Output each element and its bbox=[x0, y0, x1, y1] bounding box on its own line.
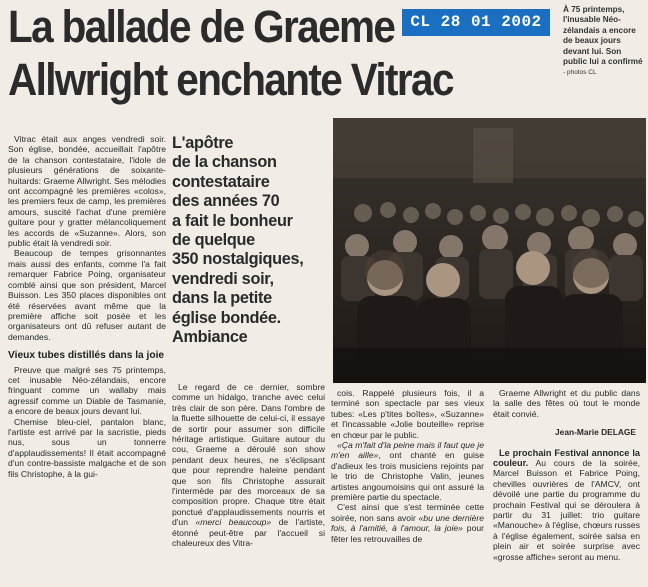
intro-line: a fait le bonheur bbox=[172, 211, 293, 230]
col2-quote: «merci beaucoup» bbox=[195, 517, 272, 528]
col3-quote-2: «bu une dernière fois, à l'amitié, à l'amour, la joie» bbox=[331, 512, 485, 534]
intro-line: de la chanson bbox=[172, 153, 277, 172]
intro-line: contestataire bbox=[172, 172, 270, 191]
article-column-3 bbox=[331, 388, 484, 544]
col1-paragraph-1: Vitrac était aux anges vendredi soir. Son église, bondée, accueillait l'apôtre de la chanson contestataire, l'idole de plusieurs générations de soixante-huitards: Graeme Allwright. Ses mélodies ont accompagné les premières «colos», les premiers feux de camp, les premières amours, suscité l'achat d'une première guitare pour y gratter mélancoliquement les accords de «Suzanne». Alors, son public était là vendredi soir. bbox=[8, 134, 166, 249]
intro-line: vendredi soir, bbox=[172, 269, 274, 288]
article-column-1 bbox=[8, 134, 166, 479]
concert-photo bbox=[333, 118, 646, 383]
photo-credit: - photos CL bbox=[563, 69, 597, 77]
intro-line: église bondée. bbox=[172, 308, 281, 327]
col3-paragraph-2 bbox=[331, 440, 484, 502]
intro-line: des années 70 bbox=[172, 192, 280, 211]
col3-paragraph-1: cois. Rappelé plusieurs fois, il a terminé son spectacle par ses vieux tubes: «Les p'tites boîtes», «Suzanne» et l'incassable «Jolie bouteille» reprise en chœur par le public. bbox=[331, 388, 484, 440]
article-column-2 bbox=[172, 382, 325, 549]
photo-caption bbox=[563, 5, 647, 79]
col1-paragraph-2: Beaucoup de tempes grisonnantes mais aussi des enfants, comme l'a fait remarquer Fabrice Poing, organisateur comblé ainsi que son président, Marcel Buisson. Les 350 places disponibles ont été réservées avant même que la première affiche soit posée et les organisateurs ont dû refuser autant de demandes. bbox=[8, 248, 166, 342]
intro-line: 350 nostalgiques, bbox=[172, 250, 304, 269]
festival-paragraph bbox=[493, 448, 640, 562]
festival-text: Au cours de la soirée, Marcel Buisson et Fabrice Poing, chevilles ouvrières de l'AMCV, ont dévoilé une partie du programme du prochain Festival qui se déroulera à partir du 31 juillet: trio guitare «Manouche» à l'église, chœurs russes à l'église également, soirée salsa en plein air et soirée surprise avec «grosse affiche» seront au menu. bbox=[493, 458, 640, 562]
col1-subheading: Vieux tubes distillés dans la joie bbox=[8, 350, 165, 362]
col3-quote: «Ça m'fait d'la peine mais il faut que je m'en aille» bbox=[331, 440, 484, 461]
article-intro bbox=[172, 134, 332, 347]
col2-paragraph-1 bbox=[172, 382, 325, 549]
headline-line-2: Allwright enchante Vitrac bbox=[8, 54, 453, 105]
col1-paragraph-3: Preuve que malgré ses 75 printemps, cet inusable Néo-zélandais, encore fringuant comme un wallaby mais agressif comme un Diable de Tasmanie, a encore de beaux jours devant lui. bbox=[8, 364, 166, 417]
intro-line: dans la petite bbox=[172, 289, 272, 308]
col3-text-a: C'est ainsi que s'est terminée cette soirée, non sans avoir bbox=[331, 502, 484, 523]
audience-illustration bbox=[333, 118, 646, 383]
article-column-4 bbox=[493, 388, 640, 562]
intro-line: de quelque bbox=[172, 231, 255, 250]
col2-text-a: Le regard de ce dernier, sombre comme un hidalgo, tranche avec celui très clair de son père. Dans l'ombre de la fluette silhouette de celui-ci, il essaye de sortir pour assumer son difficile héritage artistique. Guitare autour du cou, Graeme a déroulé son show pendant deux heures, ne s'éclipsant que pour reprendre haleine pendant que son fils Christophe assurait l'intermède par des morceaux de sa composition propre. Chaque titre était ponctué d'applaudissements nourris et d'un bbox=[172, 382, 325, 528]
col4-paragraph-1: Graeme Allwright et du public dans la salle des fêtes où tout le monde était convié. bbox=[493, 388, 640, 419]
photo-caption-text: À 75 printemps, l'inusable Néo-zélandais a encore de beaux jours devant lui. Son public lui a confirmé bbox=[563, 5, 643, 67]
date-stamp: CL 28 01 2002 bbox=[402, 9, 550, 36]
intro-line: Ambiance bbox=[172, 328, 248, 347]
col2-text-b: de l'artiste, étonné peut-être par l'accueil si chaleureux des Vitra- bbox=[172, 517, 325, 549]
col3-text-b: pour fêter les retrouvailles de bbox=[331, 523, 484, 544]
col3-text: , ont chanté en guise d'adieux les trois musiciens rejoints par le trio de Christophe Valin, jeunes artistes angoumoisins qui ont assuré la première partie du spectacle. bbox=[331, 450, 484, 503]
intro-line: L'apôtre bbox=[172, 134, 234, 152]
author-signature: Jean-Marie DELAGE bbox=[555, 427, 636, 438]
headline-line-1: La ballade de Graeme bbox=[8, 1, 395, 52]
col3-paragraph-3 bbox=[331, 502, 484, 544]
festival-title: Le prochain Festival annonce la couleur. bbox=[493, 447, 640, 469]
col1-paragraph-4: Chemise bleu-ciel, pantalon blanc, l'artiste est arrivé par la sacristie, pieds nus, sous un tonnerre d'applaudissements! Il était accompagné d'un contre-bassiste malgache et de son fils Christophe, à la gui- bbox=[8, 416, 166, 479]
article-headline bbox=[8, 0, 453, 106]
